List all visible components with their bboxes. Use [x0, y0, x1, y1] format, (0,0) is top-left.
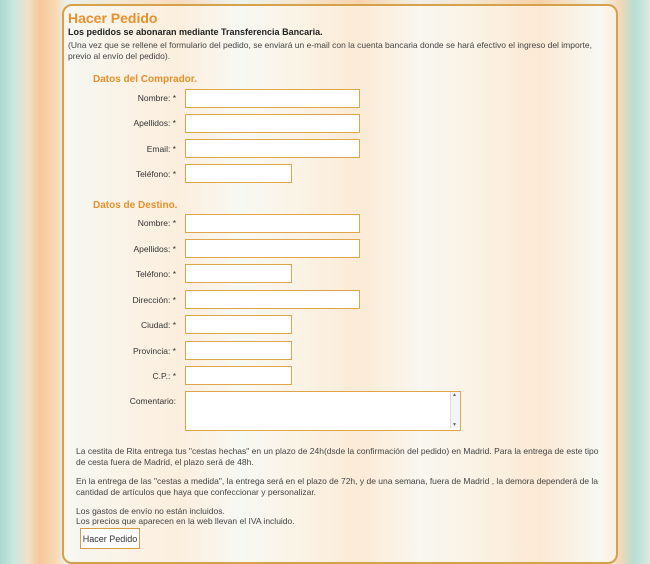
dest-direccion-input[interactable] [185, 290, 360, 309]
buyer-email-label: Email: * [146, 144, 176, 154]
dest-cp-input[interactable] [185, 366, 292, 385]
dest-apellidos-label: Apellidos: * [133, 244, 176, 254]
dest-comentario-label: Comentario: [129, 396, 176, 406]
dest-cp-label: C.P.: * [152, 371, 176, 381]
dest-provincia-label: Provincia: * [133, 346, 176, 356]
delivery-info-paragraph-2: En la entrega de las "cestas a medida", la entrega será en el plazo de 72h, y de una semana, fuera de Madrid , la demora dependerá de la cantidad de artículos que haya que confeccionar y personalizar. [76, 476, 599, 497]
dest-nombre-label: Nombre: * [137, 218, 176, 228]
dest-telefono-label: Teléfono: * [135, 269, 176, 279]
comentario-scrollbar[interactable] [450, 392, 460, 428]
dest-apellidos-input[interactable] [185, 239, 360, 258]
destination-section-heading: Datos de Destino. [93, 200, 178, 211]
dest-ciudad-input[interactable] [185, 315, 292, 334]
delivery-info-paragraph-1: La cestita de Rita entrega tus "cestas hechas" en un plazo de 24h(dsde la confirmación del pedido) en Madrid. Para la entrega de este tipo de cesta fuera de Madrid, el plazo será de 48h. [76, 446, 599, 467]
shipping-costs-note: Los gastos de envío no están incluidos. [76, 506, 225, 516]
dest-comentario-textarea[interactable] [185, 391, 461, 431]
dest-telefono-input[interactable] [185, 264, 292, 283]
dest-ciudad-label: Ciudad: * [141, 320, 176, 330]
scroll-down-icon[interactable]: ▼ [452, 422, 457, 428]
buyer-apellidos-input[interactable] [185, 114, 360, 133]
dest-direccion-label: Dirección: * [132, 295, 176, 305]
buyer-nombre-label: Nombre: * [137, 93, 176, 103]
order-note: (Una vez que se rellene el formulario del pedido, se enviará un e-mail con la cuenta bancaria donde se hará efectivo el ingreso del importe, previo al envío del pedido). [68, 40, 592, 61]
buyer-nombre-input[interactable] [185, 89, 360, 108]
buyer-telefono-label: Teléfono: * [135, 169, 176, 179]
buyer-telefono-input[interactable] [185, 164, 292, 183]
comentario-wrapper [185, 391, 461, 431]
payment-subtitle: Los pedidos se abonaran mediante Transferencia Bancaria. [68, 27, 323, 37]
order-panel [62, 4, 618, 564]
dest-nombre-input[interactable] [185, 214, 360, 233]
buyer-email-input[interactable] [185, 139, 360, 158]
scroll-up-icon[interactable]: ▲ [452, 392, 457, 398]
page-title: Hacer Pedido [68, 10, 158, 26]
dest-provincia-input[interactable] [185, 341, 292, 360]
buyer-apellidos-label: Apellidos: * [133, 118, 176, 128]
submit-order-button[interactable]: Hacer Pedido [80, 528, 140, 549]
buyer-section-heading: Datos del Comprador. [93, 74, 197, 85]
vat-note: Los precios que aparecen en la web llevan el IVA incluido. [76, 516, 295, 526]
